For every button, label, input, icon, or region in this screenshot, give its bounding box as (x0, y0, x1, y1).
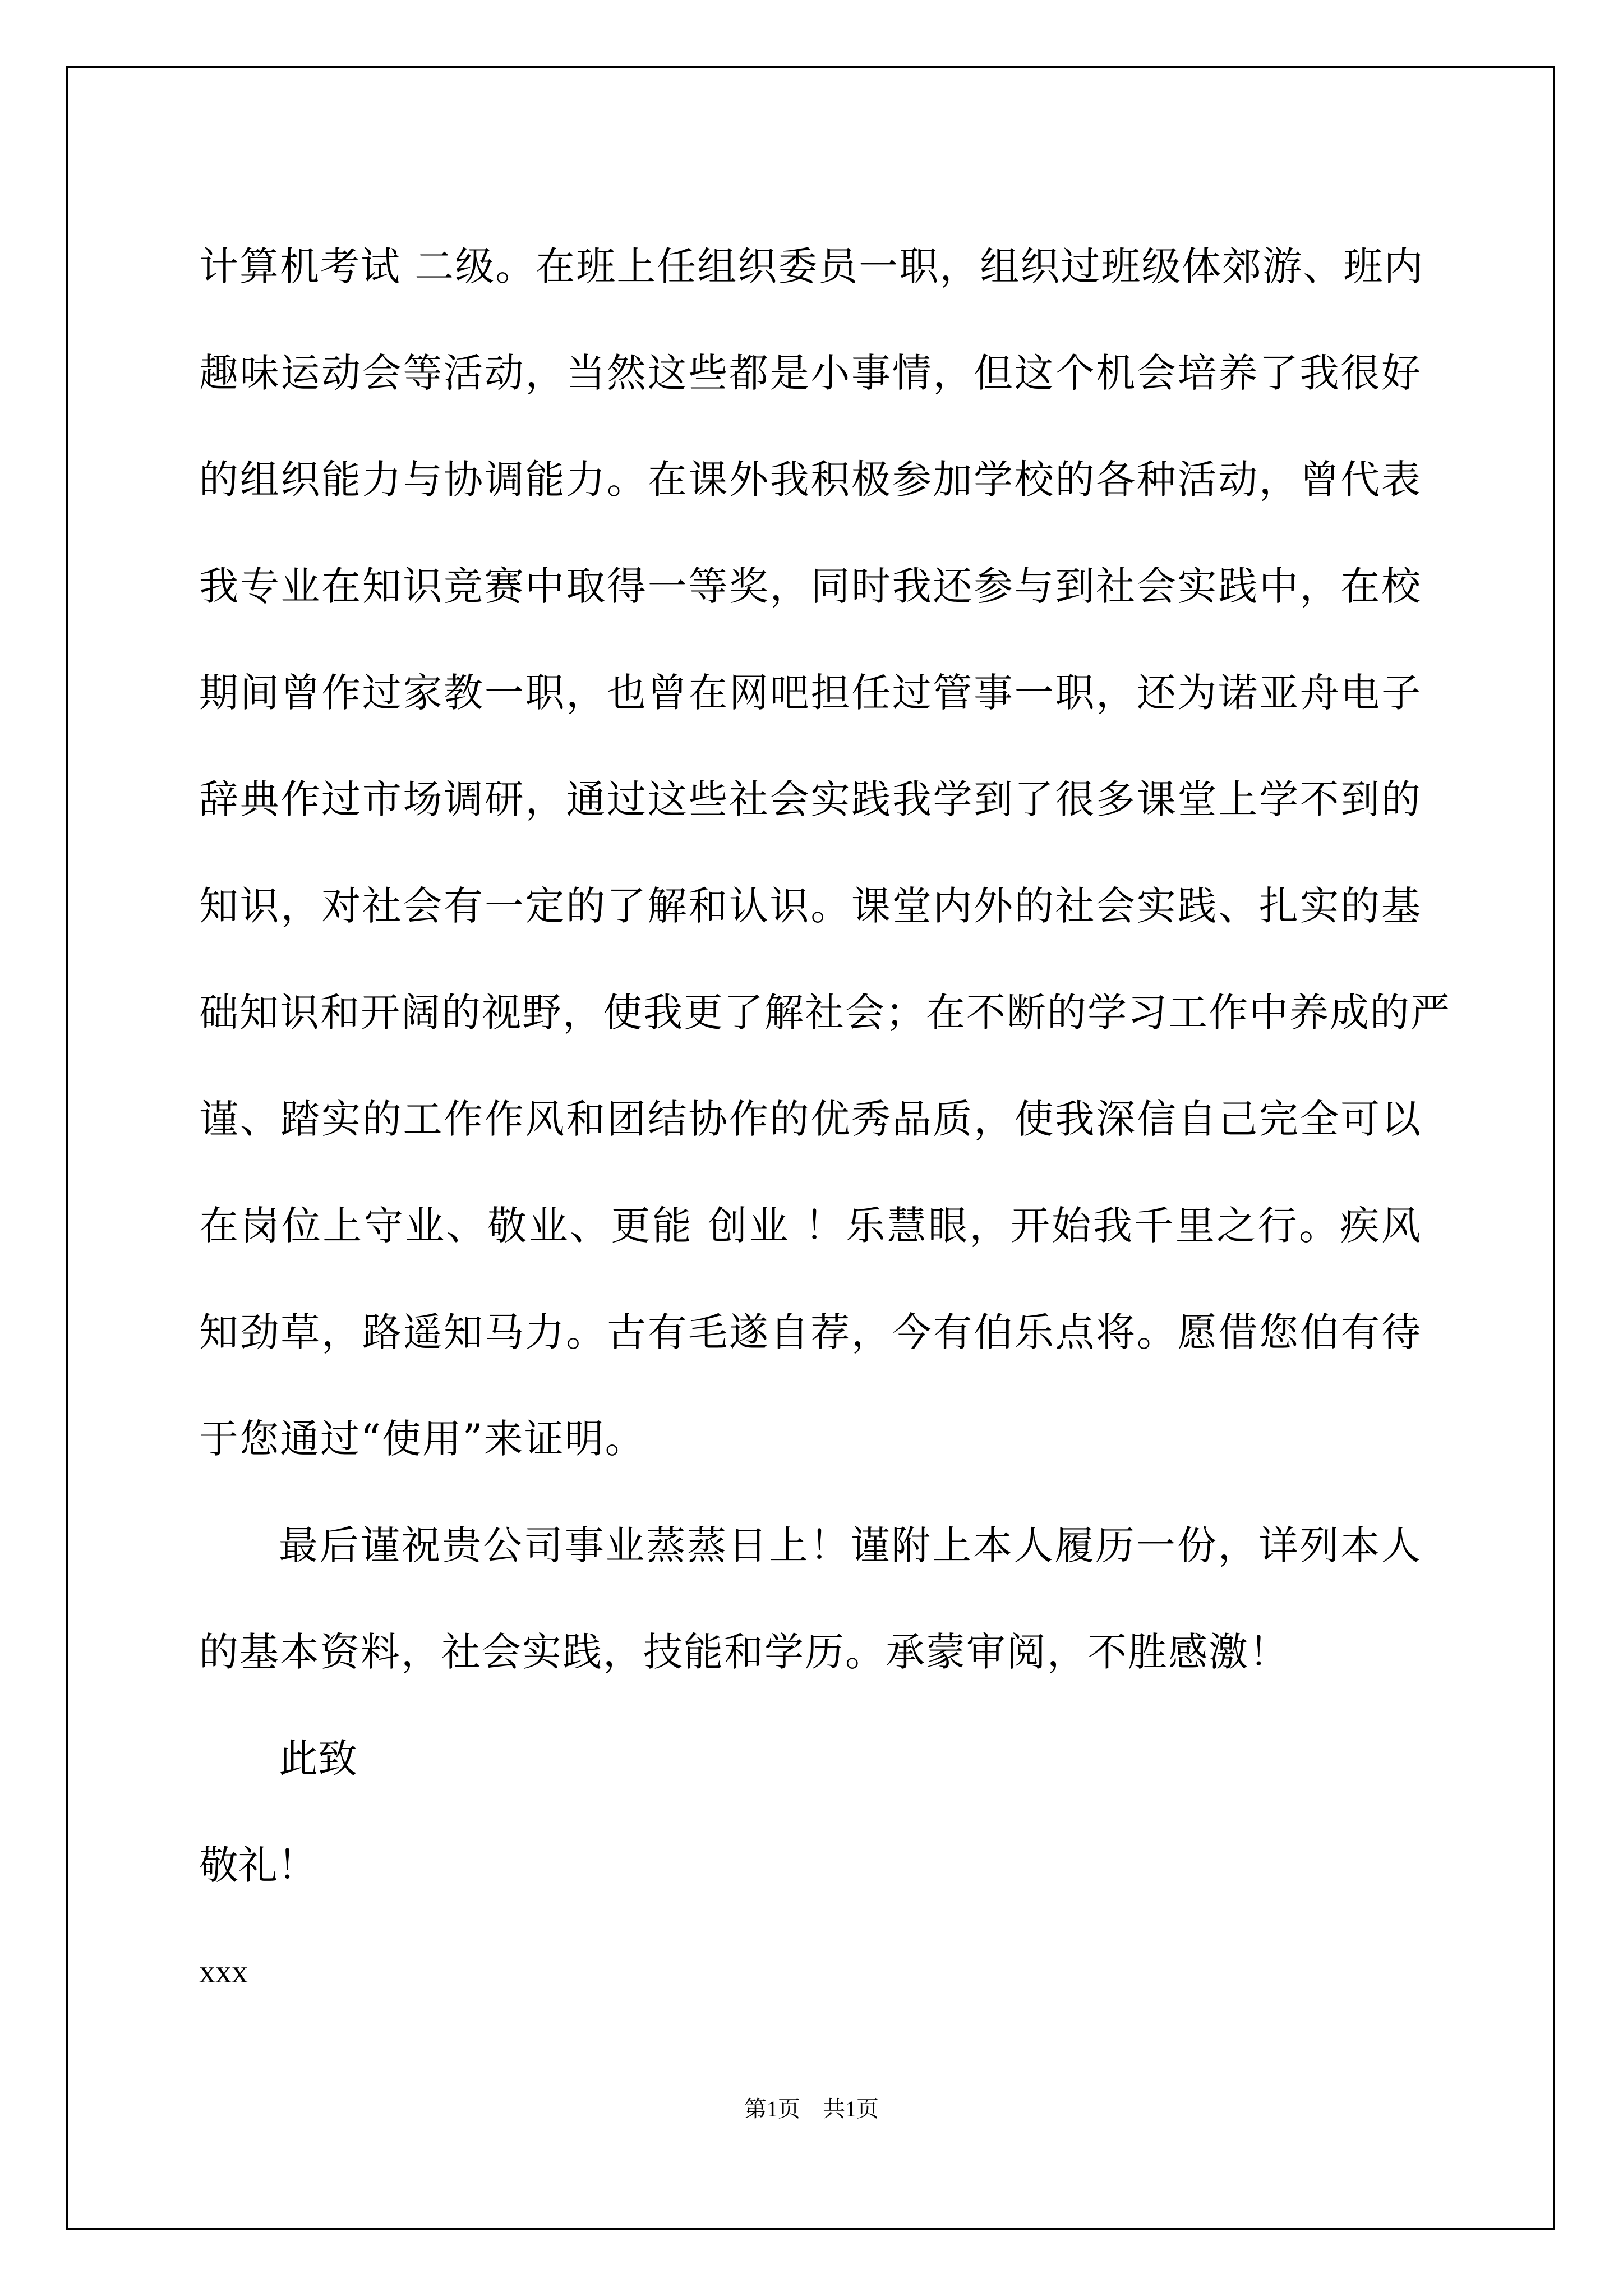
text-line: 的基本资料，社会实践，技能和学历。承蒙审阅，不胜感激！ (199, 1629, 1289, 1675)
text-line: 知劲草，路遥知马力。古有毛遂自荐，今有伯乐点将。愿借您伯有待 (199, 1309, 1422, 1355)
text-line: 的组织能力与协调能力。在课外我积极参加学校的各种活动，曾代表 (199, 457, 1422, 503)
text-line: 在岗位上守业、敬业、更能 创业 ！乐慧眼，开始我千里之行。疾风 (199, 1203, 1422, 1249)
text-line: 知识，对社会有一定的了解和认识。课堂内外的社会实践、扎实的基 (199, 883, 1422, 929)
signature: xxx (199, 1953, 248, 1990)
closing-phrase: 此致 (279, 1736, 357, 1782)
paragraph-experience (199, 213, 1451, 1492)
text-line: 础知识和开阔的视野，使我更了解社会；在不断的学习工作中养成的严 (199, 990, 1451, 1036)
text-line: 计算机考试 二级。在班上任组织委员一职，组织过班级体郊游、班内 (199, 243, 1424, 289)
paragraph-closing-wishes (199, 1492, 1422, 1705)
text-line: 我专业在知识竞赛中取得一等奖，同时我还参与到社会实践中，在校 (199, 563, 1422, 609)
page-number-footer: 第1页 共1页 (744, 2096, 879, 2122)
salutation: 敬礼！ (199, 1842, 317, 1888)
letter-body (199, 213, 1451, 2025)
text-line: 期间曾作过家教一职，也曾在网吧担任过管事一职，还为诺亚舟电子 (199, 670, 1422, 716)
text-line: 谨、踏实的工作作风和团结协作的优秀品质，使我深信自己完全可以 (199, 1096, 1422, 1142)
text-line: 于您通过“使用”来证明。 (199, 1416, 645, 1462)
text-line: 趣味运动会等活动，当然这些都是小事情，但这个机会培养了我很好 (199, 350, 1422, 396)
text-line: 辞典作过市场调研，通过这些社会实践我学到了很多课堂上学不到的 (199, 776, 1422, 822)
text-line: 最后谨祝贵公司事业蒸蒸日上！谨附上本人履历一份，详列本人 (279, 1522, 1422, 1568)
